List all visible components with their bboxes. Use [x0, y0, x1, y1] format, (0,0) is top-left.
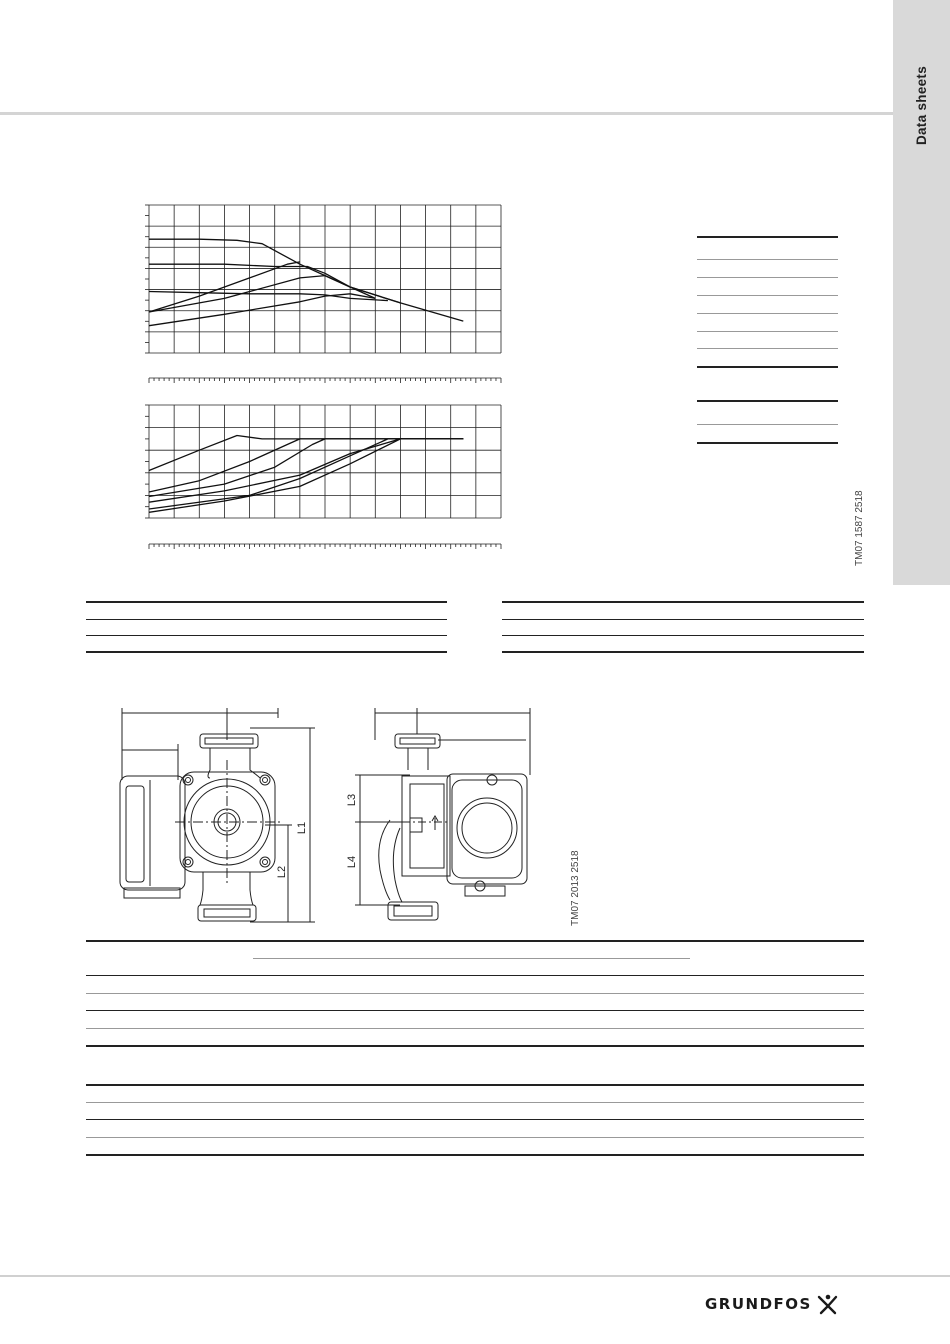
dimensions-table-rule: [86, 993, 864, 994]
spec-table-right-rule: [502, 651, 864, 653]
series-line-3: [149, 439, 463, 497]
side-tab-label: Data sheets: [914, 65, 929, 145]
legend-table-rule: [697, 295, 838, 296]
spec-table-left-rule: [86, 619, 447, 620]
spec-table-left-rule: [86, 601, 447, 603]
weights-table-rule: [86, 1154, 864, 1156]
pump-side-view-drawing: [340, 700, 540, 935]
dim-label-L3: L3: [346, 793, 358, 807]
legend-table-rule: [697, 313, 838, 314]
spec-table-left-rule: [86, 651, 447, 653]
dimensions-table-rule: [86, 940, 864, 942]
spec-table-right-rule: [502, 601, 864, 603]
legend-table-rule: [697, 259, 838, 260]
brand-name: GRUNDFOS: [705, 1295, 812, 1313]
performance-head-chart: [112, 200, 512, 395]
legend-table-rule: [697, 400, 838, 402]
legend-table-rule: [697, 236, 838, 238]
series-line-6: [149, 294, 375, 326]
pump-front-view-drawing: [110, 700, 330, 935]
dimensions-table-rule: [86, 1045, 864, 1047]
legend-table-rule: [697, 348, 838, 349]
series-line-1: [149, 239, 463, 321]
dim-label-L1: L1: [296, 821, 308, 835]
chart-grid: [145, 405, 501, 549]
grundfos-man-icon: [816, 1294, 840, 1314]
spec-table-right-rule: [502, 635, 864, 636]
header-separator: [0, 112, 893, 115]
dim-label-L4: L4: [346, 855, 358, 869]
section-side-tab[interactable]: [893, 0, 950, 585]
spec-table-right-rule: [502, 619, 864, 620]
legend-table-rule: [697, 277, 838, 278]
weights-table-rule: [86, 1102, 864, 1103]
dim-label-L2: L2: [276, 865, 288, 879]
dimensions-table-rule: [86, 1028, 864, 1029]
weights-table-rule: [86, 1137, 864, 1138]
footer-separator: [0, 1275, 950, 1277]
weights-table-rule: [86, 1119, 864, 1120]
dimensions-table-rule: [86, 1010, 864, 1011]
dimensions-table-rule: [253, 958, 690, 959]
brand-logo[interactable]: [705, 1294, 840, 1314]
legend-table-rule: [697, 442, 838, 444]
chart-reference-code: TM07 1587 2518: [854, 490, 865, 566]
legend-table-rule: [697, 424, 838, 425]
drawing-reference-code: TM07 2013 2518: [570, 850, 581, 926]
power-consumption-chart: [112, 400, 512, 560]
chart-grid: [145, 205, 501, 383]
dimensions-table-rule: [86, 975, 864, 976]
weights-table-rule: [86, 1084, 864, 1086]
legend-table-rule: [697, 331, 838, 332]
spec-table-left-rule: [86, 635, 447, 636]
legend-table-rule: [697, 366, 838, 368]
series-line-1: [149, 436, 463, 471]
series-line-3: [149, 292, 388, 301]
series-line-5: [149, 439, 463, 509]
